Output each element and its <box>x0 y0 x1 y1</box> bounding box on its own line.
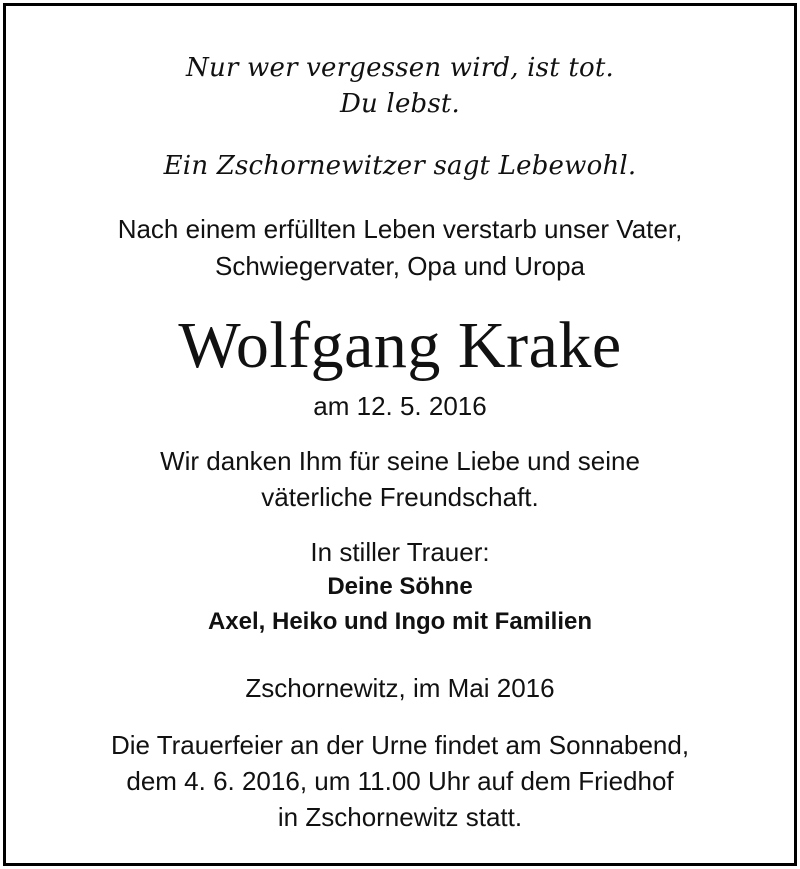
mourners-label: In stiller Trauer: <box>310 537 490 567</box>
funeral-line-1: Die Trauerfeier an der Urne findet am Sonnabend, <box>110 730 690 760</box>
farewell-text: Ein Zschornewitzer sagt Lebewohl. <box>163 151 637 181</box>
intro-line-2: Schwiegervater, Opa und Uropa <box>215 251 585 281</box>
mourners-line-2: Axel, Heiko und Ingo mit Familien <box>207 608 593 635</box>
deceased-name: Wolfgang Krake <box>178 309 622 382</box>
thanks-line-1: Wir danken Ihm für seine Liebe und seine <box>160 446 640 476</box>
thanks-line-2: väterliche Freundschaft. <box>261 482 539 512</box>
place-date: Zschornewitz, im Mai 2016 <box>245 673 555 703</box>
motto-line-1: Nur wer vergessen wird, ist tot. <box>186 53 614 83</box>
funeral-line-2: dem 4. 6. 2016, um 11.00 Uhr auf dem Friedhof <box>126 766 674 796</box>
mourners-line-1: Deine Söhne <box>327 573 473 600</box>
funeral-line-3: in Zschornewitz statt. <box>277 802 523 832</box>
notice-frame <box>3 3 797 866</box>
motto-line-2: Du lebst. <box>339 89 461 119</box>
intro-line-1: Nach einem erfüllten Leben verstarb unser Vater, <box>117 214 683 244</box>
obituary-notice <box>6 6 794 863</box>
date-of-death: am 12. 5. 2016 <box>313 391 487 421</box>
